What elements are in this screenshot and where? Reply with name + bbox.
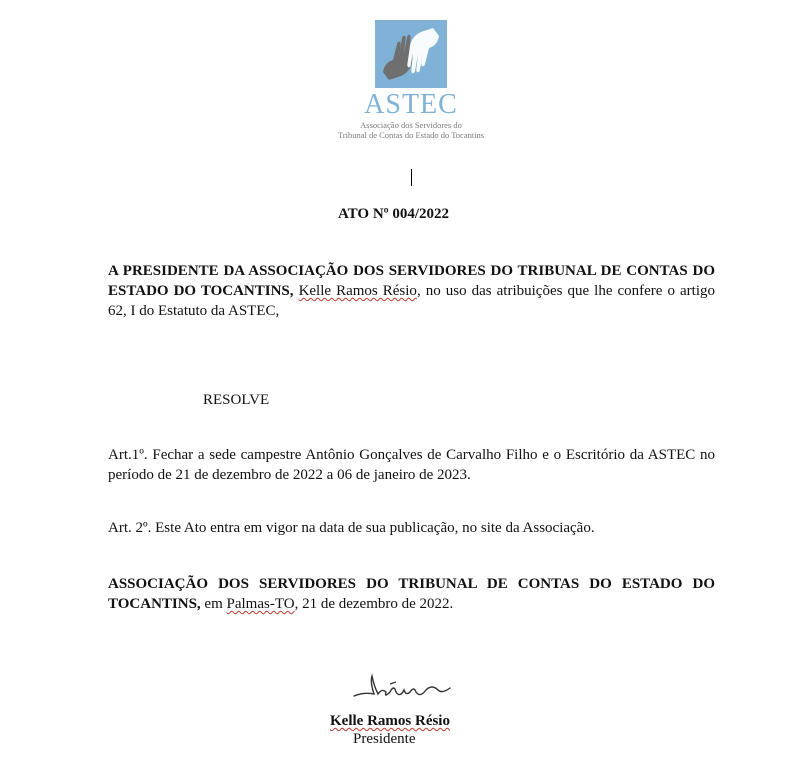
closing-bold-text: ASSOCIAÇÃO DOS SERVIDORES DO TRIBUNAL DE CONTAS DO ESTADO DO TOCANTINS,: [108, 576, 715, 612]
document-title: ATO Nº 004/2022: [337, 206, 450, 222]
handwritten-signature: [350, 670, 460, 706]
article-2: Art. 2º. Este Ato entra em vigor na data de sua publicação, no site da Associação.: [108, 520, 595, 536]
logo-subtitle-line2: Tribunal de Contas do Estado do Tocantins: [337, 130, 485, 140]
logo-name: ASTEC: [364, 89, 458, 120]
preamble-rest-text: , no uso das atribuições que lhe confere o artigo 62, I do Estatuto da ASTEC,: [108, 283, 716, 319]
closing-paragraph: [108, 574, 715, 614]
closing-date: , 21 de dezembro de 2022.: [294, 596, 454, 612]
preamble-bold-text: A PRESIDENTE DA ASSOCIAÇÃO DOS SERVIDORES DO TRIBUNAL DE CONTAS DO ESTADO DO TOCANTINS,: [108, 263, 715, 299]
astec-logo: [330, 20, 492, 140]
signature-role: Presidente: [353, 731, 416, 747]
article-1: Art.1º. Fechar a sede campestre Antônio Gonçalves de Carvalho Filho e o Escritório da ASTEC no período de 21 de dezembro de 2022 a 06 de janeiro de 2023.: [108, 447, 715, 483]
hands-logo-icon: [375, 20, 447, 88]
closing-place: Palmas-TO: [226, 596, 295, 612]
logo-subtitle-line1: Associação dos Servidores do: [360, 120, 462, 130]
closing-em-text: em: [200, 596, 227, 612]
resolve-heading: RESOLVE: [203, 392, 270, 408]
preamble-paragraph: [108, 261, 715, 321]
text-cursor: [411, 169, 412, 186]
preamble-president-name: Kelle Ramos Résio: [298, 283, 417, 299]
signature-name: Kelle Ramos Résio: [330, 713, 450, 729]
